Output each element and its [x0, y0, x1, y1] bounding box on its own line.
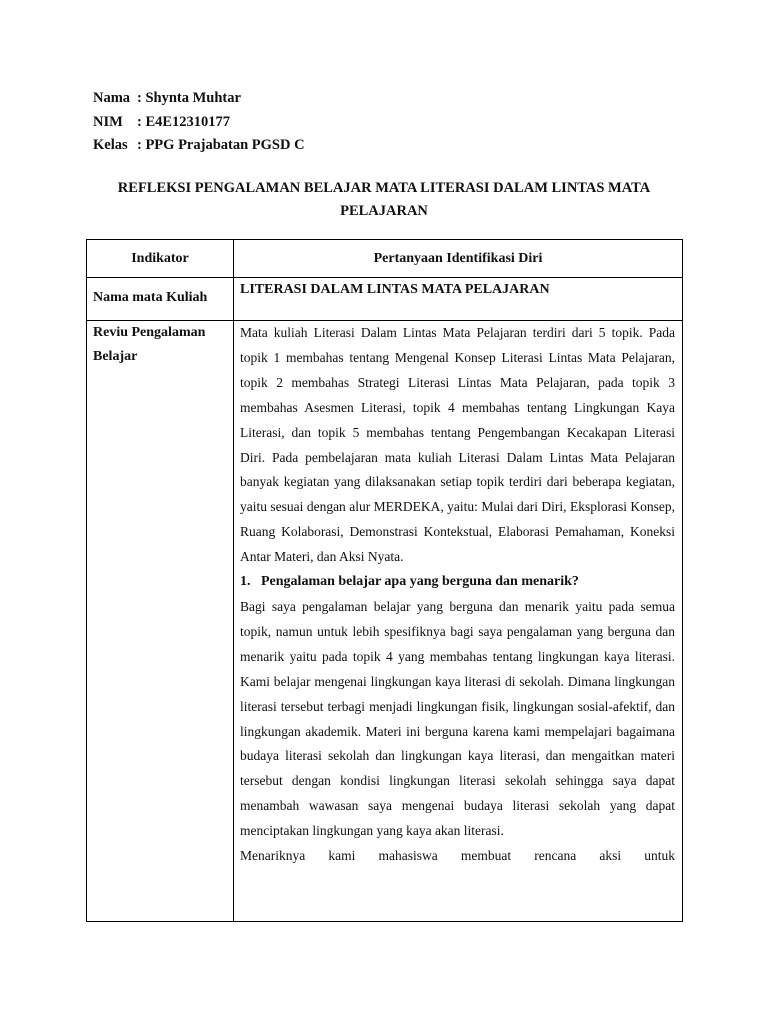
- review-content: [234, 321, 683, 922]
- document-title: REFLEKSI PENGALAMAN BELAJAR MATA LITERASI DALAM LINTAS MATA PELAJARAN: [117, 180, 651, 219]
- review-label: Reviu Pengalaman Belajar: [87, 321, 234, 922]
- reflection-table: [86, 239, 683, 922]
- header-pertanyaan: Pertanyaan Identifikasi Diri: [234, 240, 683, 278]
- answer-1-paragraph: Bagi saya pengalaman belajar yang berguna dan menarik yaitu pada semua topik, namun untuk lebih spesifiknya bagi saya pengalaman yang berguna dan menarik yaitu pada topik 4 yang membahas tentang lingkungan kaya literasi. Kami belajar mengenai lingkungan kaya literasi di sekolah. Dimana lingkungan literasi tersebut terbagi menjadi lingkungan fisik, lingkungan sosial-afektif, dan lingkungan akademik. Materi ini berguna karena kami mempelajari bagaimana budaya literasi sekolah dan lingkungan kaya literasi, dan mengaitkan materi tersebut dengan kondisi lingkungan literasi sekolah sehingga saya dapat menambah wawasan saya mengenai budaya literasi sekolah yang dapat menciptakan lingkungan yang kaya akan literasi.: [240, 598, 675, 839]
- class-row: [93, 134, 305, 158]
- table-row: [87, 278, 683, 321]
- question-1-text: Pengalaman belajar apa yang berguna dan menarik?: [261, 574, 579, 590]
- nim-row: [93, 111, 305, 135]
- review-paragraph: Mata kuliah Literasi Dalam Lintas Mata Pelajaran terdiri dari 5 topik. Pada topik 1 membahas tentang Mengenal Konsep Literasi Lintas Mata Pelajaran, topik 2 membahas Strategi Literasi Lintas Mata Pelajaran, pada topik 3 membahas Asesmen Literasi, topik 4 membahas tentang Lingkungan Kaya Literasi, dan topik 5 membahas tentang Pengembangan Kecakapan Literasi Diri. Pada pembelajaran mata kuliah Literasi Dalam Lintas Mata Pelajaran banyak kegiatan yang dilaksanakan setiap topik terdiri dari beberapa kegiatan, yaitu sesuai dengan alur MERDEKA, yaitu: Mulai dari Diri, Eksplorasi Konsep, Ruang Kolaborasi, Demonstrasi Kontekstual, Elaborasi Pemahaman, Koneksi Antar Materi, dan Aksi Nyata.: [240, 325, 675, 565]
- nim-label: NIM: [93, 113, 123, 130]
- class-label: Kelas: [93, 137, 128, 153]
- course-name-label: Nama mata Kuliah: [87, 278, 234, 321]
- nim-value: : E4E12310177: [137, 113, 231, 130]
- name-label: Nama: [93, 90, 131, 106]
- class-value: : PPG Prajabatan PGSD C: [137, 137, 305, 153]
- name-value: : Shynta Muhtar: [137, 90, 241, 106]
- header-indikator: Indikator: [87, 240, 234, 278]
- table-header-row: [87, 240, 683, 278]
- name-row: [93, 87, 305, 111]
- student-identity: [93, 87, 305, 158]
- question-1-number: 1.: [240, 574, 251, 590]
- table-row: [87, 321, 683, 922]
- answer-1-last-line: Menariknya kami mahasiswa membuat rencana aksi untuk: [240, 848, 675, 864]
- course-name-value: LITERASI DALAM LINTAS MATA PELAJARAN: [234, 278, 683, 321]
- question-1: [240, 570, 675, 595]
